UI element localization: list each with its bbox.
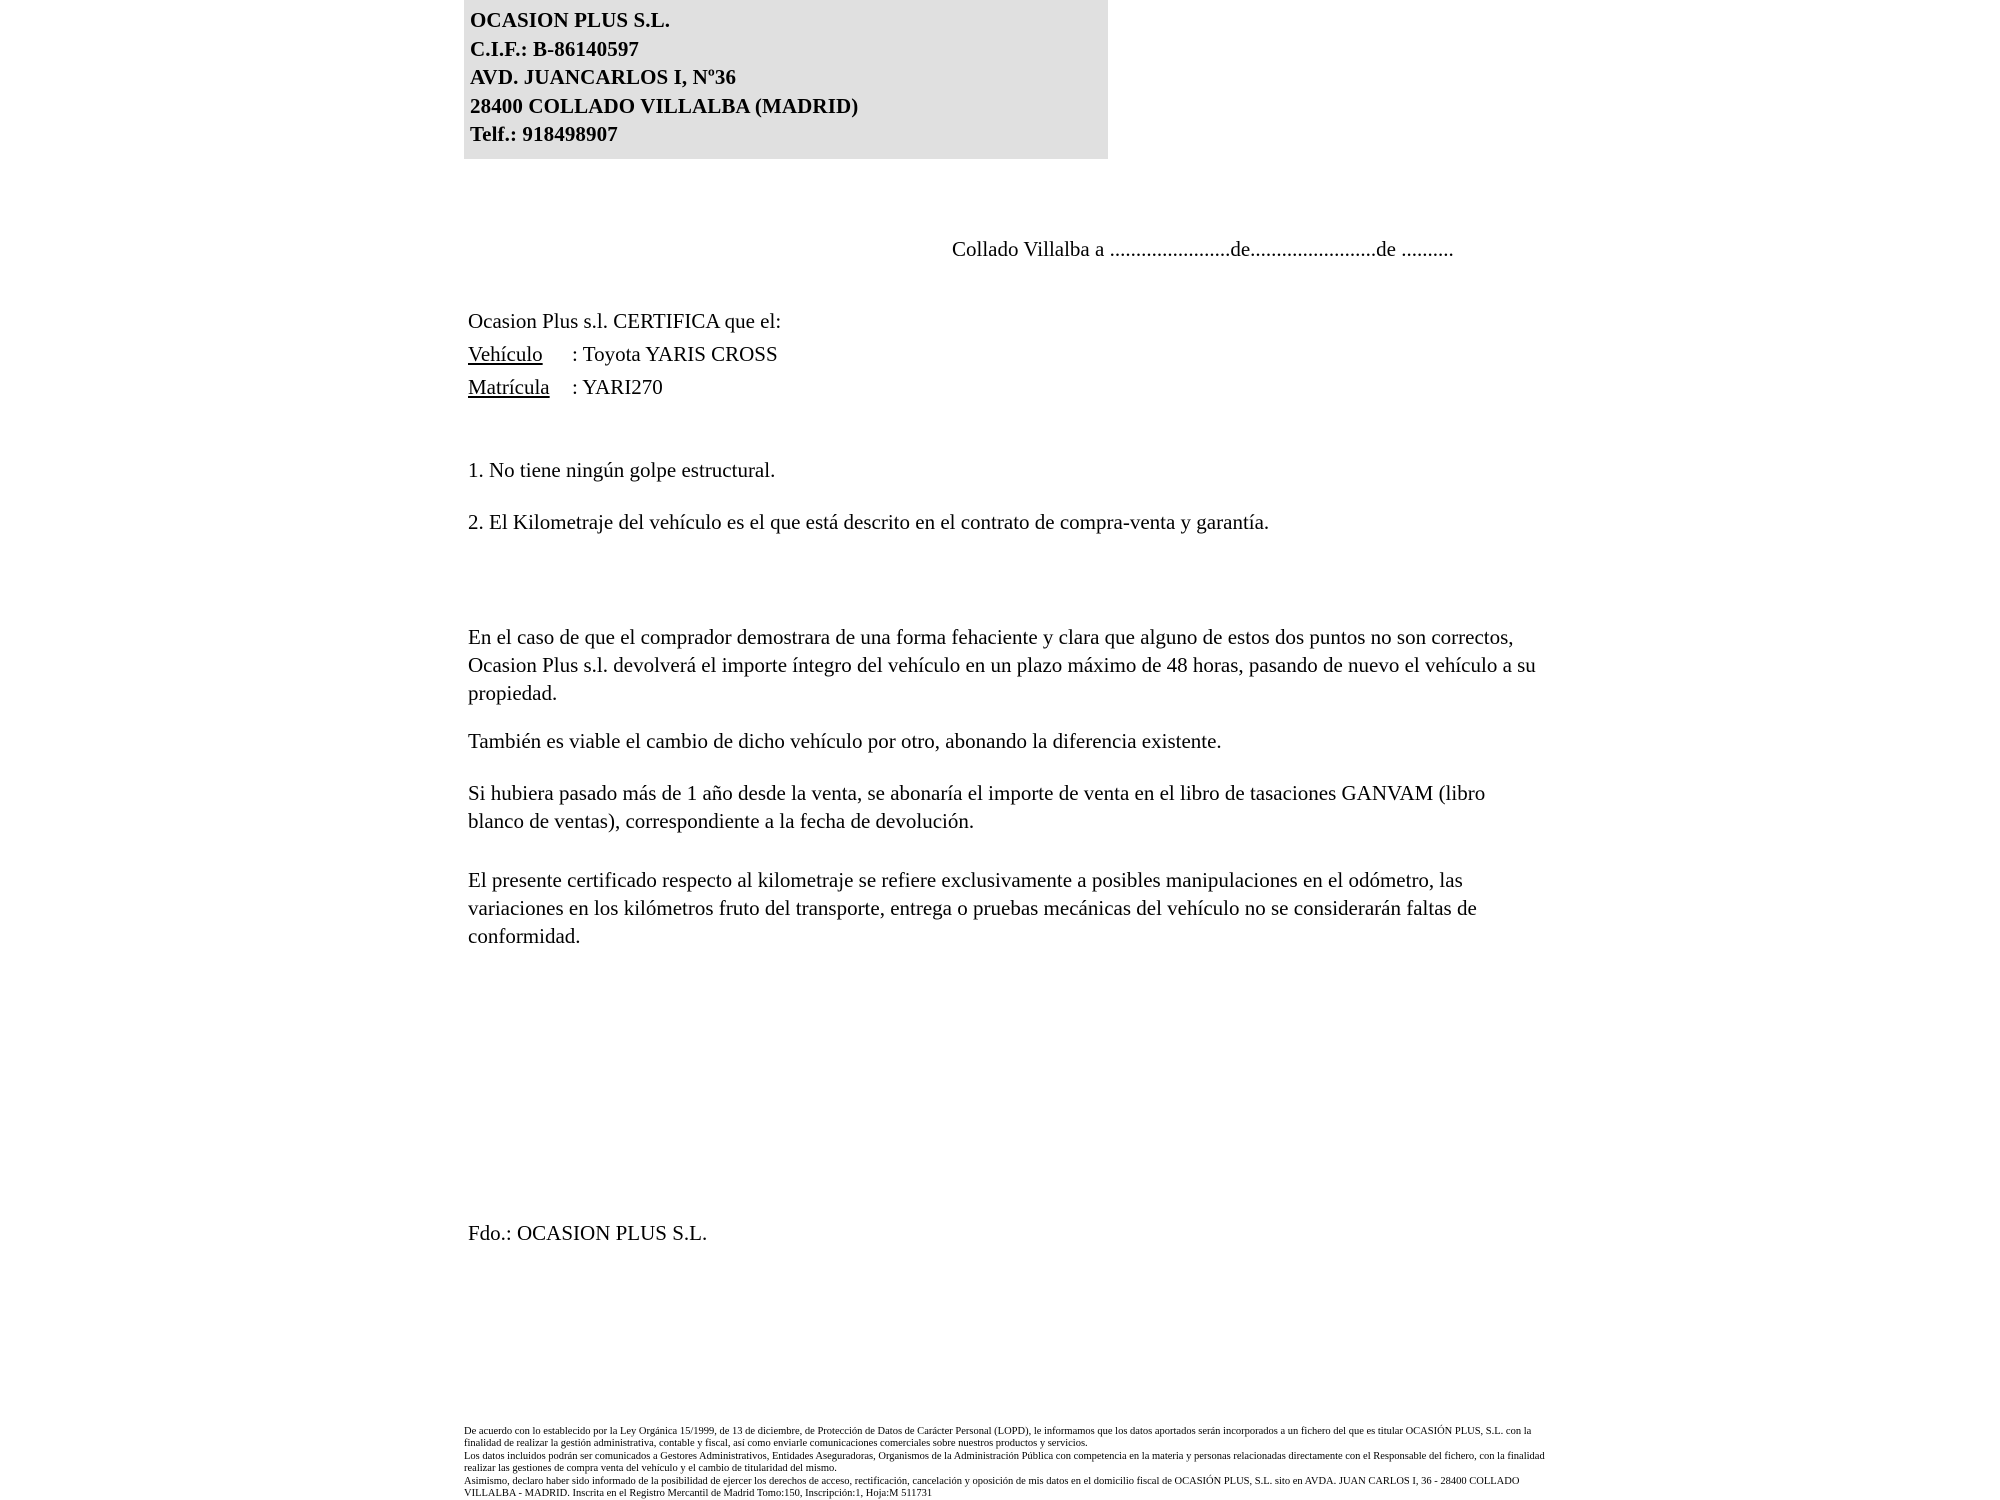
body-paragraph: En el caso de que el comprador demostrara de una forma fehaciente y clara que alguno de estos dos puntos no son correctos, Ocasion Plus s.l. devolverá el importe íntegro del vehículo en un plazo máximo de 48 horas, pasando de nuevo el vehículo a su propiedad.	[468, 625, 1536, 705]
plate-row	[468, 371, 781, 404]
dateline: Collado Villalba a .......................de........................de ..........	[952, 237, 1454, 261]
vehicle-label: Vehículo	[468, 342, 543, 366]
plate-label: Matrícula	[468, 375, 550, 399]
certification-block	[468, 305, 781, 404]
plate-value: : YARI270	[572, 375, 663, 399]
vehicle-value: : Toyota YARIS CROSS	[572, 342, 778, 366]
legal-paragraph: De acuerdo con lo establecido por la Ley Orgánica 15/1999, de 13 de diciembre, de Protección de Datos de Carácter Personal (LOPD), le informamos que los datos aportados serán incorporados a un fichero del que es titular OCASIÓN PLUS, S.L. con la finalidad de realizar la gestión administrativa, contable y fiscal, así como enviarle comunicaciones comerciales sobre nuestros productos y servicios.	[464, 1426, 1532, 1450]
letterhead-block	[464, 0, 1108, 159]
company-name: OCASION PLUS S.L.	[470, 8, 671, 32]
company-cif: C.I.F.: B-86140597	[470, 36, 640, 61]
company-phone: Telf.: 918498907	[470, 122, 618, 146]
company-address: AVD. JUANCARLOS I, Nº36	[470, 65, 737, 89]
certification-intro: Ocasion Plus s.l. CERTIFICA que el:	[468, 309, 782, 333]
body-paragraph: Si hubiera pasado más de 1 año desde la venta, se abonaría el importe de venta en el libro de tasaciones GANVAM (libro blanco de ventas), correspondiente a la fecha de devolución.	[468, 781, 1486, 833]
signature-line: Fdo.: OCASION PLUS S.L.	[468, 1221, 708, 1245]
legal-paragraph: Los datos incluidos podrán ser comunicados a Gestores Administrativos, Entidades Aseguradoras, Organismos de la Administración Pública con competencia en la materia y personas relacionadas directamente con el Responsable del fichero, con la finalidad realizar las gestiones de compra venta del vehículo y el cambio de titularidad del mismo.	[464, 1450, 1545, 1475]
body-paragraph: El presente certificado respecto al kilometraje se refiere exclusivamente a posibles manipulaciones en el odómetro, las variaciones en los kilómetros fruto del transporte, entrega o pruebas mecánicas del vehículo no se considerarán faltas de conformidad.	[468, 868, 1477, 948]
company-city: 28400 COLLADO VILLALBA (MADRID)	[470, 93, 859, 118]
vehicle-row	[468, 338, 781, 371]
point-item: 1. No tiene ningún golpe estructural.	[468, 458, 776, 482]
legal-notice	[464, 1426, 1564, 1500]
point-item: 2. El Kilometraje del vehículo es el que está descrito en el contrato de compra-venta y garantía.	[468, 510, 1270, 534]
body-paragraph: También es viable el cambio de dicho vehículo por otro, abonando la diferencia existente.	[468, 729, 1222, 753]
legal-paragraph: Asimismo, declaro haber sido informado de la posibilidad de ejercer los derechos de acceso, rectificación, cancelación y oposición de mis datos en el domicilio fiscal de OCASIÓN PLUS, S.L. sito en AVDA. JUAN CARLOS I, 36 - 28400 COLLADO VILLALBA - MADRID. Inscrita en el Registro Mercantil de Madrid Tomo:150, Inscripción:1, Hoja:M 511731	[464, 1475, 1520, 1500]
